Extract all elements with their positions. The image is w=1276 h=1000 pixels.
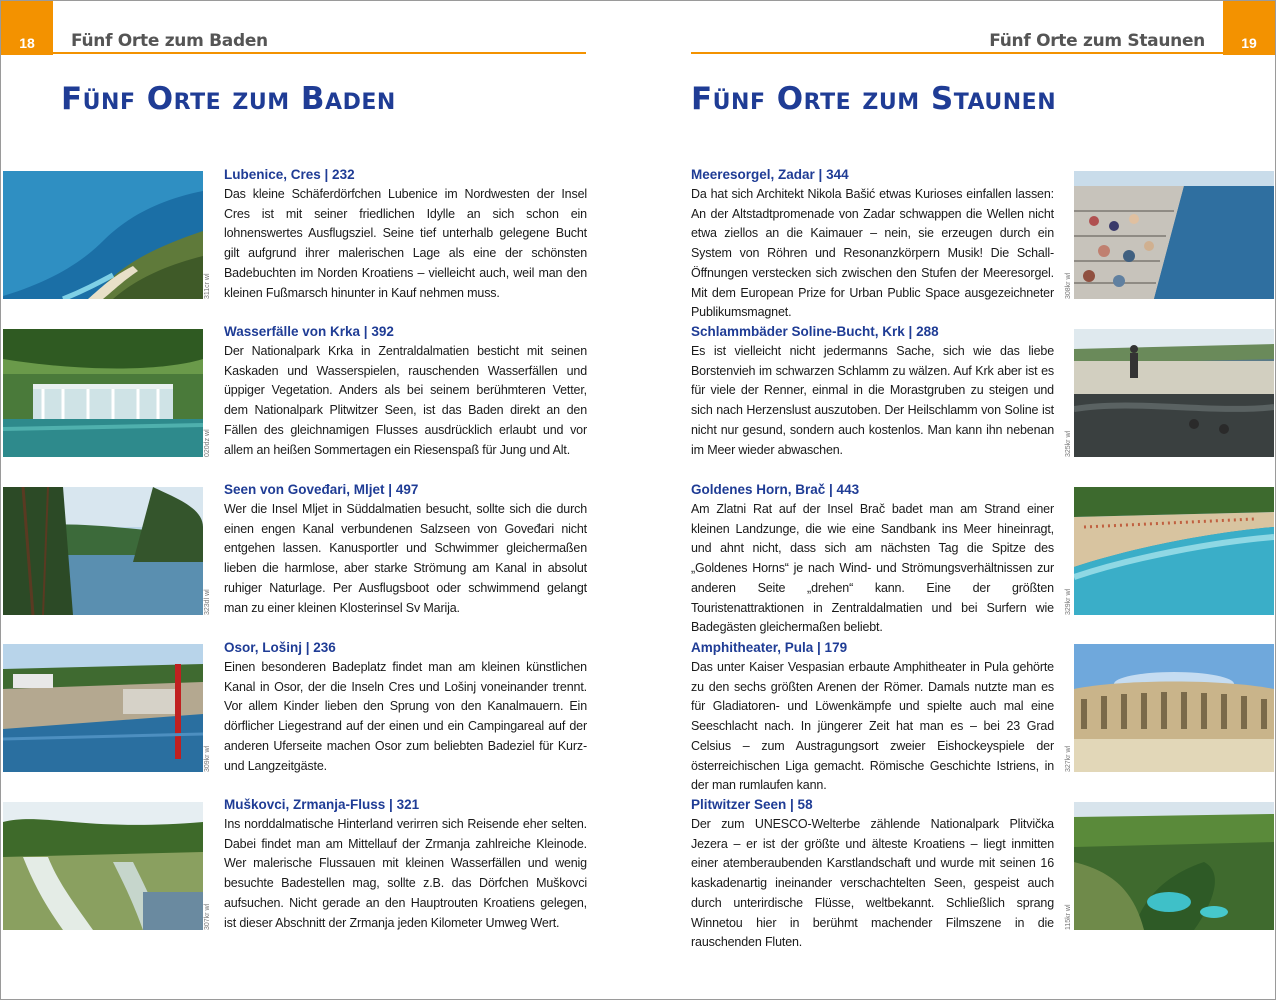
page-title-left: Fünf Orte zum Baden [61, 81, 396, 117]
photo-credit: 325kr wl [1065, 430, 1072, 457]
entry-text: Das kleine Schäferdörfchen Lubenice im Nordwesten der Insel Cres ist mit seiner friedlichen Idylle an sich schon ein lohnenswertes Ausflugsziel. Seine tief unterhalb gelegene Bucht gilt aufgrund ihrer malerischen Lage als eine der schönsten Badebuchten im Norden Kroatiens – vielleicht auch, weil man den kleinen Fußmarsch hinunter in Kauf nehmen muss. [224, 187, 587, 300]
photo-credit: 309kr wl [204, 745, 211, 772]
photo-osor [3, 644, 203, 772]
entry-govedari [224, 480, 587, 618]
entry-text: Es ist vielleicht nicht jedermanns Sache, sich wie das liebe Borstenvieh im schwarzen Schlamm zu wälzen. Auf Krk aber ist es für viele der Renner, einmal in die Morastgruben zu steigen und sich nach Herzenslust auszutoben. Der Heilschlamm von Soline ist nicht nur gesund, sondern auch kostenlos. Man kann ihn nebenan im Meer wieder abwaschen. [691, 344, 1054, 457]
entry-amphitheater [691, 638, 1054, 796]
page-title-right: Fünf Orte zum Staunen [691, 81, 1057, 117]
entry-heading: Seen von Goveđari, Mljet | 497 [224, 482, 419, 497]
photo-govedari [3, 487, 203, 615]
entry-plitwitzer-seen [691, 795, 1054, 953]
photo-credit: 323dl wl [204, 589, 211, 615]
entry-heading: Meeresorgel, Zadar | 344 [691, 167, 849, 182]
photo-amphitheater [1074, 644, 1274, 772]
entry-text: Wer die Insel Mljet in Süddalmatien besucht, sollte sich die durch einen engen Kanal verbundenen Salzseen von Goveđari nicht entgehen lassen. Kanusportler und Schwimmer gleichermaßen lieben die harmlose, aber starke Strömung am Kanal in absolut ruhiger Naturlage. Per Ausflugsboot oder schwimmend gelangt man zu einer kleinen Klosterinsel Sv Marija. [224, 502, 587, 615]
photo-meeresorgel [1074, 171, 1274, 299]
running-head-left: Fünf Orte zum Baden [71, 31, 268, 51]
running-head-right: Fünf Orte zum Staunen [989, 31, 1205, 51]
entry-text: Einen besonderen Badeplatz findet man am kleinen künstlichen Kanal in Osor, der die Inseln Cres und Lošinj voneinander trennt. Vor allem Kinder lieben den Sprung von den Kanalmauern. Ein dörflicher Liegestrand auf der einen und ein Campingareal auf der anderen Uferseite machen Osor zum beliebten Badeziel für Kurz- und Langzeitgäste. [224, 660, 587, 773]
entry-osor [224, 638, 587, 776]
photo-lubenice [3, 171, 203, 299]
photo-credit: 307kr wl [204, 903, 211, 930]
entry-heading: Goldenes Horn, Brač | 443 [691, 482, 860, 497]
entry-heading: Plitwitzer Seen | 58 [691, 797, 813, 812]
entry-krka [224, 322, 587, 460]
entry-soline [691, 322, 1054, 460]
photo-krka [3, 329, 203, 457]
entry-text: Ins norddalmatische Hinterland verirren sich Reisende eher selten. Dabei findet man am Mittellauf der Zrmanja zahlreiche Kleinode. Wer malerische Flussauen mit kleinen Wasserfällen und wenig besuchte Badestellen mag, sollte z.B. das Dörfchen Muškovci aufsuchen. Nicht gerade an den Hauptrouten Kroatiens gelegen, ist dieser Abschnitt der Zrmanja jeden Kilometer Umweg Wert. [224, 817, 587, 930]
entry-heading: Muškovci, Zrmanja-Fluss | 321 [224, 797, 420, 812]
header-rule-left [53, 52, 586, 54]
entry-text: Der zum UNESCO-Welterbe zählende Nationalpark Plitvička Jezera – er ist der größte und älteste Kroatiens – liegt inmitten einer atemberaubenden Karstlandschaft und wurde mit seinen 16 kaskadenartig ineinander verschachtelten Seen, gespeist auch durch unterirdische Flüsse, weltbekannt. Schließlich sprang Winnetou hier in berühmt machender Filmszene in die rauschenden Fluten. [691, 817, 1054, 950]
entry-heading: Wasserfälle von Krka | 392 [224, 324, 394, 339]
photo-credit: 329kr wl [1065, 588, 1072, 615]
page-number-left: 18 [1, 1, 53, 55]
entry-heading: Schlammbäder Soline-Bucht, Krk | 288 [691, 324, 939, 339]
entry-heading: Amphitheater, Pula | 179 [691, 640, 848, 655]
photo-soline [1074, 329, 1274, 457]
header-rule-right [691, 52, 1225, 54]
entry-heading: Osor, Lošinj | 236 [224, 640, 336, 655]
entry-text: Da hat sich Architekt Nikola Bašić etwas Kurioses einfallen lassen: An der Altstadtpromenade von Zadar schwappen die Wellen nicht etwa ziellos an die Kaimauer – nein, sie erzeugen durch ein System von Röhren und Resonanzkörpern Musik! Die Schall-Öffnungen verstecken sich zwischen den Stufen der Meeresorgel. Mit dem European Prize for Urban Public Space ausgezeichneter Publikumsmagnet. [691, 187, 1054, 320]
entry-goldenes-horn [691, 480, 1054, 638]
photo-credit: 327kr wl [1065, 745, 1072, 772]
photo-credit: 115kr wl [1065, 904, 1072, 930]
photo-credit: 020dz wl [204, 429, 211, 457]
photo-muskovci [3, 802, 203, 930]
entry-text: Der Nationalpark Krka in Zentraldalmatien besticht mit seinen Kaskaden und Wasserspielen, rauschenden Wasserfällen und üppiger Vegetation. Anders als bei seinem berühmteren Vetter, dem Nationalpark Plitwitzer Seen, ist das Baden direkt an den Fällen des gleichnamigen Flusses ausdrücklich erlaubt und vor allem an heißen Sommertagen ein Riesenspaß für Jung und Alt. [224, 344, 587, 457]
photo-credit: 308kr wl [1065, 272, 1072, 299]
entry-text: Das unter Kaiser Vespasian erbaute Amphitheater in Pula gehörte zu den sechs größten Arenen der Römer. Damals nutzte man es für Gladiatoren- und Löwenkämpfe und spielte auch mal eine Seeschlacht nach. In jüngerer Zeit hat man es – bei 23 Grad Celsius – zum Austragungsort zweier Eishockeyspiele der österreichischen Liga gemacht. Römische Geschichte Istriens, in der man rumlaufen kann. [691, 660, 1054, 793]
entry-meeresorgel [691, 165, 1054, 323]
entry-heading: Lubenice, Cres | 232 [224, 167, 355, 182]
entry-text: Am Zlatni Rat auf der Insel Brač badet man am Strand einer kleinen Landzunge, die wie eine Sandbank ins Meer hineinragt, und ahnt nicht, dass sich am nächsten Tag die Spitze des „Goldenes Horns“ je nach Wind- und Strömungsverhältnissen zur anderen Seite „drehen“ kann. Eine der größten Touristenattraktionen in Zentraldalmatien und bei Surfern wie Badegästen gleichermaßen beliebt. [691, 502, 1054, 635]
photo-credit: 311cr wl [204, 273, 211, 299]
entry-lubenice [224, 165, 587, 303]
photo-goldenes-horn [1074, 487, 1274, 615]
page-number-right: 19 [1223, 1, 1275, 55]
photo-plitwitzer-seen [1074, 802, 1274, 930]
entry-muskovci [224, 795, 587, 933]
